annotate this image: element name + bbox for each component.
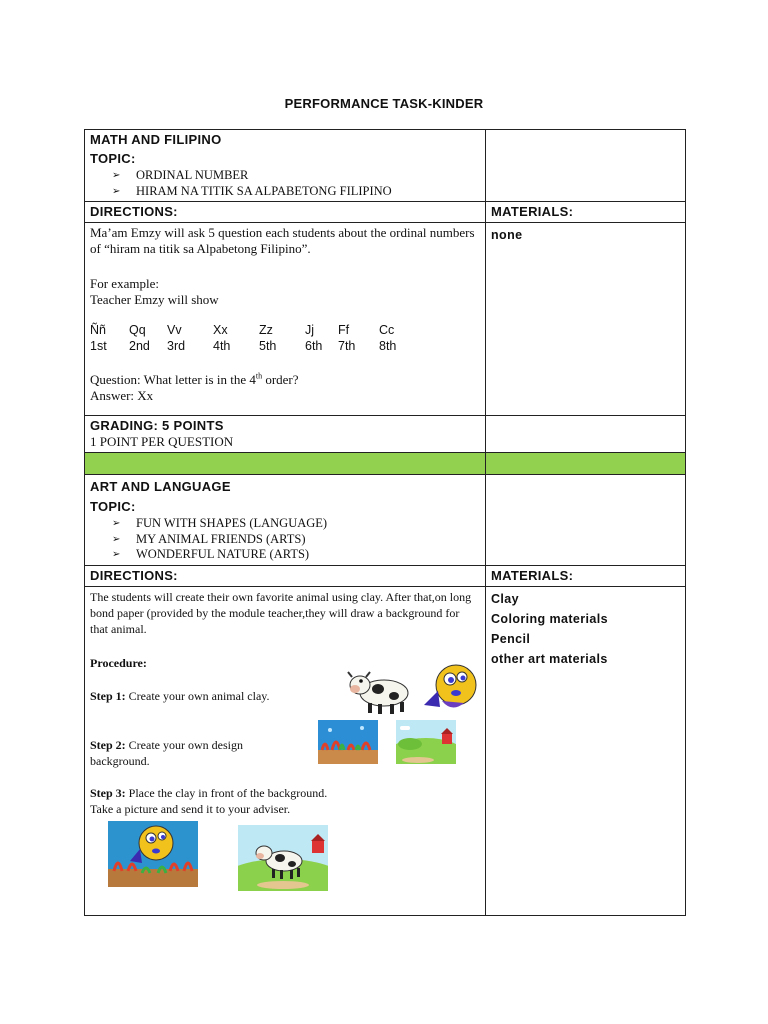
- letters-grid: [90, 322, 480, 354]
- letter-cell: Cc: [379, 323, 395, 337]
- math-materials-label: MATERIALS:: [491, 204, 574, 219]
- letter-cell: Ff: [338, 323, 350, 337]
- procedure-label: Procedure:: [90, 655, 147, 670]
- example-label: For example:: [90, 276, 159, 291]
- math-topic-row: [85, 130, 686, 202]
- farm-background-image: [396, 720, 456, 764]
- step-3: Step 3: Place the clay in front of the background. Take a picture and send it to your adviser.: [90, 785, 328, 816]
- ordinal-cell: 4th: [213, 339, 231, 353]
- letter-cell: Vv: [167, 323, 182, 337]
- math-direction-text: Ma’am Emzy will ask 5 question each students about the ordinal numbers of “hiram na titik sa Alpabetong Filipino”.: [90, 225, 475, 256]
- list-item: ➢ HIRAM NA TITIK SA ALPABETONG FILIPINO: [112, 183, 392, 198]
- math-topic-label: TOPIC:: [90, 151, 136, 166]
- grading-label: GRADING: 5 POINTS: [90, 418, 224, 433]
- math-topic-list: [90, 168, 480, 199]
- ordinal-cell: 6th: [305, 339, 323, 353]
- art-materials-label: MATERIALS:: [491, 567, 574, 583]
- arrow-bullet-icon: ➢: [112, 185, 121, 197]
- sea-background-image: [318, 720, 378, 764]
- arrow-bullet-icon: ➢: [112, 170, 121, 181]
- step-1: Step 1: Create your own animal clay.: [90, 688, 270, 703]
- arrow-bullet-icon: ➢: [112, 549, 121, 560]
- math-directions-label: DIRECTIONS:: [90, 204, 178, 219]
- letter-cell: Qq: [129, 323, 146, 337]
- art-directions-header-row: [85, 565, 686, 586]
- math-directions-row: [85, 223, 686, 416]
- list-item: ➢ ORDINAL NUMBER: [112, 168, 249, 182]
- art-topic-list: [90, 516, 480, 563]
- ordinal-cell: 3rd: [167, 339, 186, 353]
- list-item: Pencil: [491, 631, 531, 646]
- question-text: Question: What letter is in the 4th order?: [90, 371, 299, 387]
- art-materials-list: [491, 589, 680, 669]
- art-directions-row: [85, 586, 686, 915]
- list-item: other art materials: [491, 651, 608, 666]
- clay-cow-image: [346, 669, 414, 717]
- list-item: Coloring materials: [491, 611, 608, 626]
- list-item: Clay: [491, 591, 520, 606]
- letter-cell: Xx: [213, 323, 228, 337]
- letter-cell: Jj: [305, 323, 315, 337]
- ordinal-cell: 5th: [259, 339, 277, 353]
- list-item: ➢ FUN WITH SHAPES (LANGUAGE): [112, 516, 328, 530]
- arrow-bullet-icon: ➢: [112, 533, 121, 545]
- step-2: Step 2: Create your own design background.: [90, 737, 243, 768]
- grading-text: 1 POINT PER QUESTION: [90, 434, 234, 449]
- arrow-bullet-icon: ➢: [112, 518, 121, 529]
- ordinal-cell: 7th: [338, 339, 356, 353]
- art-topic-row: [85, 475, 686, 566]
- example-text: Teacher Emzy will show: [90, 292, 219, 307]
- clay-fish-image: [422, 661, 480, 717]
- math-heading: MATH AND FILIPINO: [90, 132, 222, 147]
- list-item: ➢ WONDERFUL NATURE (ARTS): [112, 547, 310, 561]
- divider-row: [85, 453, 686, 475]
- answer-text: Answer: Xx: [90, 388, 154, 403]
- art-topic-label: TOPIC:: [90, 499, 136, 514]
- art-directions-label: DIRECTIONS:: [90, 567, 178, 583]
- task-table: [84, 129, 686, 916]
- art-heading: ART AND LANGUAGE: [90, 479, 231, 494]
- letter-cell: Zz: [259, 323, 273, 337]
- art-direction-text: The students will create their own favorite animal using clay. After that,on long bond paper (provided by the module teacher,they will draw a background for that animal.: [90, 589, 472, 636]
- ordinal-cell: 1st: [90, 339, 107, 353]
- letter-cell: Ññ: [90, 323, 106, 337]
- cow-on-farm-image: [238, 825, 328, 891]
- grading-row: [85, 416, 686, 453]
- ordinal-cell: 8th: [379, 339, 397, 353]
- page-title: PERFORMANCE TASK-KINDER: [284, 96, 484, 111]
- math-directions-header-row: [85, 202, 686, 223]
- list-item: ➢ MY ANIMAL FRIENDS (ARTS): [112, 531, 306, 546]
- ordinal-cell: 2nd: [129, 339, 150, 353]
- math-materials-value: none: [491, 228, 523, 242]
- fish-on-sea-image: [108, 821, 198, 887]
